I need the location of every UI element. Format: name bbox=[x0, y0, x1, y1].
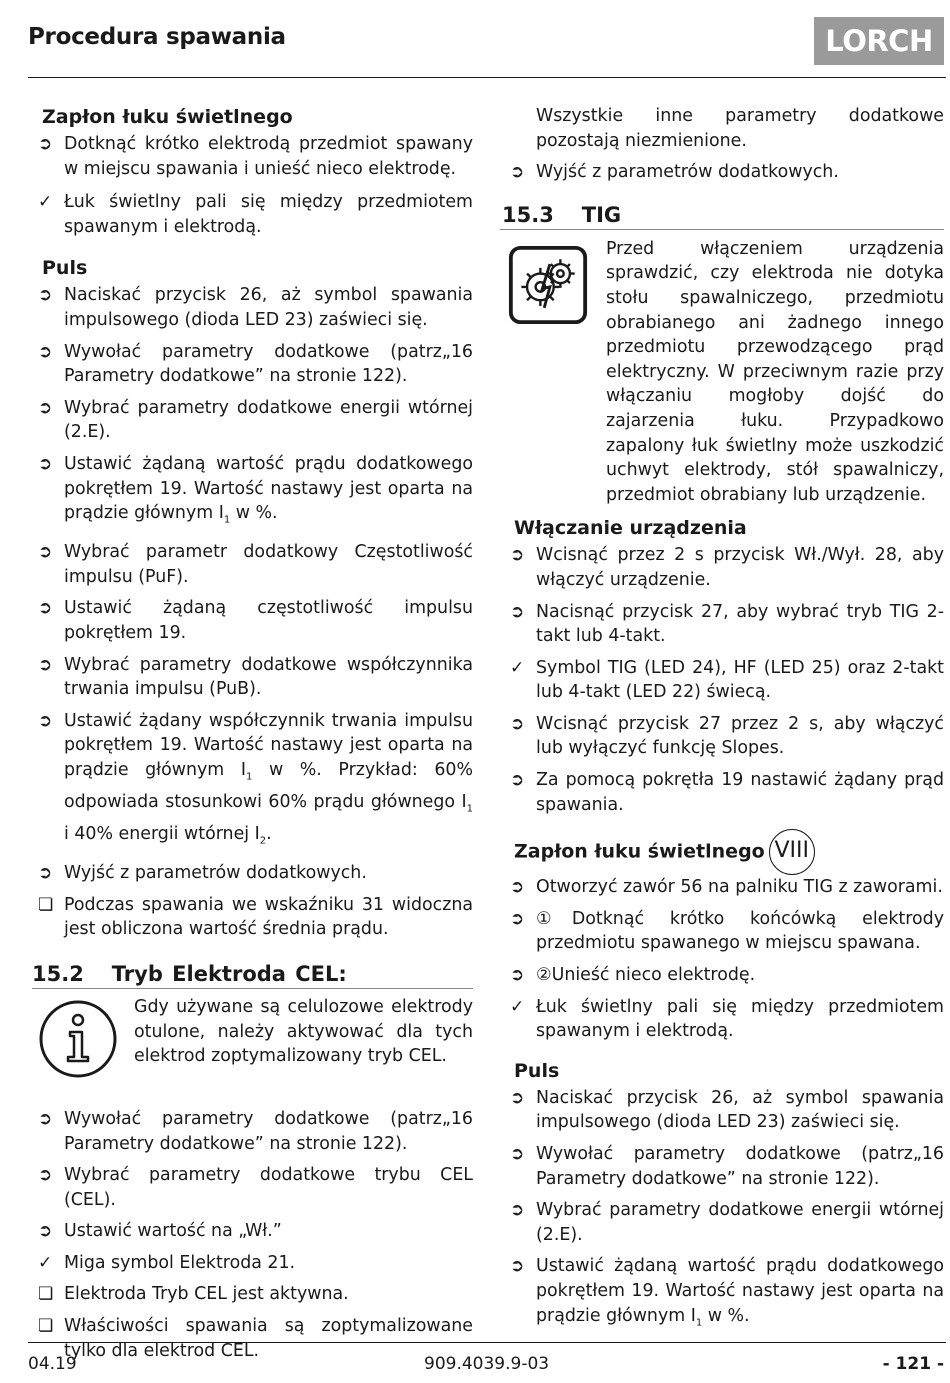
list-item: ➲ Ustawić wartość na „Wł.” bbox=[38, 1219, 473, 1244]
arrow-icon: ➲ bbox=[38, 397, 53, 418]
footer-doc-number: 909.4039.9-03 bbox=[424, 1354, 550, 1374]
list-item: ➲ Wywołać parametry dodatkowe (patrz„16 Parametry dodatkowe” na stronie 122). bbox=[38, 1108, 473, 1154]
list-item: ➲ Nacisnąć przycisk 27, aby wybrać tryb TIG 2-takt lub 4-takt. bbox=[510, 601, 944, 647]
warning-note-text: Przed włączeniem urządzenia sprawdzić, czy elektroda nie dotyka stołu spawalniczego, przedmiotu obrabianego ani żadnego innego przedmiotu przewodzącego prąd elektryczny. W przeciwnym razie przy włączaniu mogłoby dojść do zajarzenia łuku. Przypadkowo zapalony łuk świetlny może uszkodzić uchwyt elektrody, stół spawalniczy, przedmiot obrabiany lub urządzenie. bbox=[606, 238, 944, 505]
subheading-pulse: Puls bbox=[42, 257, 88, 280]
arrow-icon: ➲ bbox=[510, 908, 525, 929]
list-item: ➲ Za pomocą pokrętła 19 nastawić żądany prąd spawania. bbox=[510, 770, 944, 815]
list-item: ✓ Łuk świetlny pali się między przedmiotem spawanym i elektrodą. bbox=[510, 996, 944, 1042]
arrow-icon: ➲ bbox=[38, 542, 53, 563]
arrow-icon: ➲ bbox=[38, 1165, 53, 1186]
section-title: TIG bbox=[581, 202, 622, 227]
arrow-icon: ➲ bbox=[510, 1200, 525, 1221]
arrow-icon: ➲ bbox=[510, 1144, 525, 1164]
section-divider bbox=[500, 229, 944, 230]
arrow-icon: ➲ bbox=[38, 285, 53, 306]
arrow-icon: ➲ bbox=[510, 770, 525, 791]
check-icon: ✓ bbox=[38, 192, 53, 213]
list-item: ➲ Wyjść z parametrów dodatkowych. bbox=[38, 861, 473, 886]
checkbox-icon: ❏ bbox=[38, 1316, 54, 1337]
arrow-icon: ➲ bbox=[38, 1108, 53, 1129]
continued-text: Wszystkie inne parametry dodatkowe pozostają niezmienione. bbox=[536, 106, 944, 151]
footer-date: 04.19 bbox=[28, 1354, 77, 1374]
arrow-icon: ➲ bbox=[38, 598, 53, 619]
left-column bbox=[32, 104, 473, 1363]
list-item: ➲ Ustawić żądaną wartość prądu dodatkowego pokrętłem 19. Wartość nastawy jest oparta na prądzie głównym $I_1$ w %. bbox=[38, 453, 473, 526]
list-item: ❏ Elektroda Tryb CEL jest aktywna. bbox=[38, 1282, 473, 1307]
step-badge: VIII bbox=[769, 829, 815, 875]
list-item: ➲ Wywołać parametry dodatkowe (patrz„16 Parametry dodatkowe” na stronie 122). bbox=[510, 1144, 944, 1189]
list-item: ➲ Wyjść z parametrów dodatkowych. bbox=[510, 160, 944, 185]
subheading-arc-ignition: Zapłon łuku świetlnego bbox=[42, 106, 293, 128]
subheading-pulse: Puls bbox=[514, 1059, 560, 1082]
arrow-icon: ➲ bbox=[510, 601, 525, 622]
check-icon: ✓ bbox=[38, 1252, 53, 1273]
list-item: ➲ Wcisnąć przez 2 s przycisk Wł./Wył. 28, aby włączyć urządzenie. bbox=[510, 545, 944, 590]
list-item: ➲ Dotknąć krótko elektrodą przedmiot spawany w miejscu spawania i unieść nieco elektrodę. bbox=[38, 134, 473, 179]
warning-note bbox=[510, 237, 944, 508]
arrow-icon: ➲ bbox=[510, 877, 525, 898]
list-item: ➲ Wybrać parametr dodatkowy Częstotliwość impulsu (PuF). bbox=[38, 542, 473, 587]
arrow-icon: ➲ bbox=[510, 162, 525, 183]
list-item: ❏ Właściwości spawania są zoptymalizowane tylko dla elektrod CEL. bbox=[38, 1316, 473, 1361]
section-number: 15.3 bbox=[502, 202, 554, 227]
list-item: ✓ Miga symbol Elektroda 21. bbox=[38, 1251, 473, 1276]
arrow-icon: ➲ bbox=[510, 1087, 525, 1108]
list-item: ➲ ②Unieść nieco elektrodę. bbox=[510, 963, 944, 988]
info-icon bbox=[38, 999, 118, 1079]
arrow-icon: ➲ bbox=[510, 965, 525, 986]
page-header-title: Procedura spawania bbox=[28, 24, 286, 50]
list-item: ➲ ①Dotknąć krótko końcówką elektrody przedmiotu spawanego w miejscu spawana. bbox=[510, 908, 944, 954]
checkbox-icon: ❏ bbox=[38, 1284, 54, 1305]
footer-divider bbox=[28, 1342, 946, 1343]
info-note-text: Gdy używane są celulozowe elektrody otulone, należy aktywować dla tych elektrod zoptymalizowany tryb CEL. bbox=[134, 996, 473, 1067]
page-number: - 121 - bbox=[882, 1354, 944, 1374]
right-column bbox=[502, 104, 944, 1336]
list-item: ✓ Łuk świetlny pali się między przedmiotem spawanym i elektrodą. bbox=[38, 192, 473, 237]
list-item: ➲ Naciskać przycisk 26, aż symbol spawania impulsowego (dioda LED 23) zaświeci się. bbox=[38, 285, 473, 330]
arrow-icon: ➲ bbox=[510, 1256, 525, 1277]
subheading-power-on: Włączanie urządzenia bbox=[514, 517, 747, 540]
machine-damage-warning-icon bbox=[508, 245, 588, 325]
check-icon: ✓ bbox=[510, 657, 525, 678]
arrow-icon: ➲ bbox=[38, 654, 53, 675]
list-item: ➲ Otworzyć zawór 56 na palniku TIG z zaworami. bbox=[510, 875, 944, 900]
section-divider bbox=[32, 988, 473, 989]
lorch-logo: LORCH bbox=[814, 17, 944, 65]
list-item: ➲ Wcisnąć przycisk 27 przez 2 s, aby włączyć lub wyłączyć funkcję Slopes. bbox=[510, 713, 944, 759]
header-divider bbox=[28, 77, 946, 78]
section-number: 15.2 bbox=[32, 961, 84, 986]
arrow-icon: ➲ bbox=[38, 1221, 53, 1242]
checkbox-icon: ❏ bbox=[38, 894, 54, 915]
list-item: ❏ Podczas spawania we wskaźniku 31 widoczna jest obliczona wartość średnia prądu. bbox=[38, 894, 473, 940]
list-item: ➲ Wybrać parametry dodatkowe współczynnika trwania impulsu (PuB). bbox=[38, 654, 473, 700]
check-icon: ✓ bbox=[510, 996, 525, 1017]
list-item: ➲ Wybrać parametry dodatkowe trybu CEL (CEL). bbox=[38, 1165, 473, 1210]
arrow-icon: ➲ bbox=[510, 545, 525, 566]
arrow-icon: ➲ bbox=[510, 713, 525, 734]
list-item: ➲ Wywołać parametry dodatkowe (patrz„16 Parametry dodatkowe” na stronie 122). bbox=[38, 341, 473, 387]
section-15-3-heading bbox=[500, 201, 944, 230]
list-item: ➲ Ustawić żądaną częstotliwość impulsu pokrętłem 19. bbox=[38, 598, 473, 643]
section-15-2-heading bbox=[32, 960, 473, 989]
arrow-icon: ➲ bbox=[38, 134, 53, 154]
section-title: Tryb Elektroda CEL: bbox=[111, 961, 347, 986]
arrow-icon: ➲ bbox=[38, 710, 53, 731]
list-item: ➲ Wybrać parametry dodatkowe energii wtórnej (2.E). bbox=[510, 1200, 944, 1245]
subheading-arc-ignition: Zapłon łuku świetlnego VIII bbox=[514, 829, 944, 875]
list-item: ➲ Naciskać przycisk 26, aż symbol spawania impulsowego (dioda LED 23) zaświeci się. bbox=[510, 1087, 944, 1133]
list-item: ➲ Wybrać parametry dodatkowe energii wtórnej (2.E). bbox=[38, 397, 473, 443]
arrow-icon: ➲ bbox=[38, 341, 53, 362]
list-item: ➲ Ustawić żądany współczynnik trwania impulsu pokrętłem 19. Wartość nastawy jest oparta na prądzie głównym $I_1$ w %. Przykład: 60% odpowiada stosunkowi 60% prądu głównego $I_1$ i 40% energii wtórnej $I_2$. bbox=[38, 710, 473, 847]
list-item: ➲ Ustawić żądaną wartość prądu dodatkowego pokrętłem 19. Wartość nastawy jest oparta na prądzie głównym $I_1$ w %. bbox=[510, 1256, 944, 1329]
arrow-icon: ➲ bbox=[38, 453, 53, 474]
info-note bbox=[38, 995, 473, 1107]
list-item: ✓ Symbol TIG (LED 24), HF (LED 25) oraz 2-takt lub 4-takt (LED 22) świecą. bbox=[510, 657, 944, 703]
arrow-icon: ➲ bbox=[38, 863, 53, 884]
